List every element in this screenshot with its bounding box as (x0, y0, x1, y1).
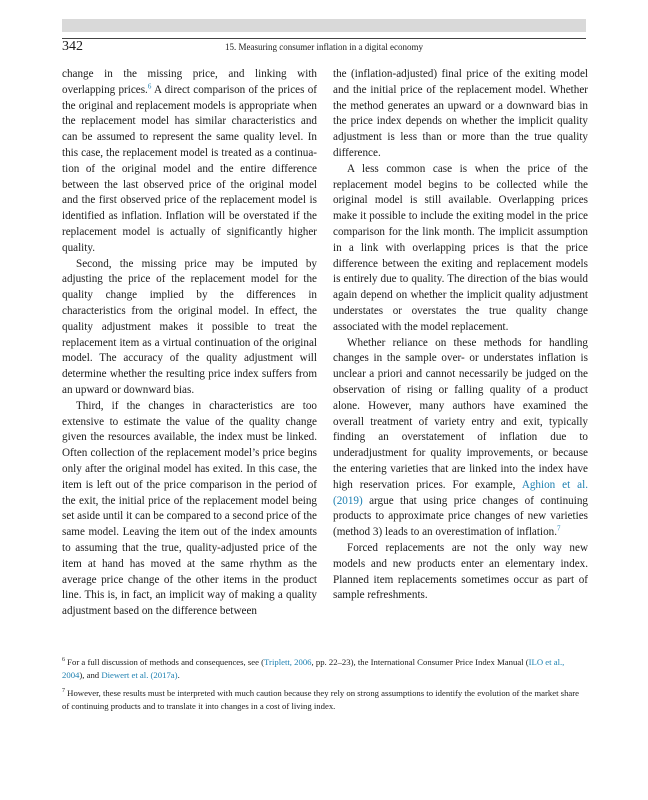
right-paragraph-4: Forced replacements are not the only way new models and new products enter an elementary index. Planned item replacements sometimes occur as part of sample refreshments. (333, 541, 588, 602)
footnote-6-text-d: . (177, 670, 180, 680)
left-paragraph-2: Second, the missing price may be imputed by adjusting the price of the replacement model for the quality change implied by the differences in characteristics from the original model. In effect, the quality adjustment makes it possible to treat the replacement item as a virtual continuation of the original model. The accuracy of the quality adjustment will determine whether the resulting price index suffers from an upward or downward bias. (62, 257, 317, 396)
left-paragraph-3: Third, if the changes in characteristics are too extensive to estimate the value of the quality change given the resources available, the index must be linked. Often collection of the replacement model’s price begins only after the original model has exited. In this case, the item is left out of the price comparison in the period of the exit, the initial price of the replacement model being set aside until it can be compared to a second price of the same model. Leaving the item out of the index amounts to assuming that the true, quality-adjusted price of the item at hand has moved at the same rhythm as the average price change of the other items in the product line. This is, in fact, an implicit way of making a quality adjustment based on the difference between (62, 399, 317, 618)
right-paragraph-1: the (inflation-adjusted) final price of the exiting model and the initial price of the replacement model. Whether the method generates an upward or a downward bias in the price index depends on whether the implicit quality adjustment is less than or more than the true quality difference. (333, 68, 588, 159)
running-head: 15. Measuring consumer inflation in a digital economy (225, 42, 423, 52)
footnote-7-text: However, these results must be interpreted with much caution because they rely on strong assumptions to identify the evolution of the market share of continuing products and to translate it into changes in a cost of living index. (62, 688, 580, 711)
left-paragraph-1 (62, 67, 317, 257)
footnote-ref-7[interactable]: 7 (557, 524, 561, 533)
right-paragraph-2: A less common case is when the price of the replacement model begins to be collected while the original model is still available. Overlapping prices make it possible to include the exiting model in the price comparison for the link month. The implicit assumption in a link with overlapping prices is that the price difference between the exiting and replacement models is entirely due to quality. The direction of the bias would again depend on whether the implicit quality adjustment understates or overstates the true quality change associated with the model replacement. (333, 162, 588, 333)
footnotes (62, 656, 586, 718)
citation-diewert-2017a[interactable]: Diewert et al. (2017a) (101, 670, 178, 680)
citation-ilo-2004[interactable]: ILO et al., 2004 (62, 657, 565, 680)
footnote-6-mark: 6 (62, 657, 65, 664)
page-number: 342 (62, 39, 83, 54)
left-column (62, 67, 317, 620)
right-p3-text-b: argue that using price changes of continuing products to approximate price changes of new varieties (method 3) leads to an overestimation of inflation. (333, 494, 588, 539)
citation-triplett-2006[interactable]: Triplett, 2006 (264, 657, 312, 667)
right-column (333, 67, 588, 604)
right-p3-text-a: Whether reliance on these methods for handling changes in the sample over- or understates inflation is unclear a priori and cannot necessarily be judged on the observation of rising or falling quality of a product alone. However, many authors have examined the overall treatment of variety entry and exit, typically finding an overstatement of inflation due to underadjustment for quality improvements, or because the entering varieties that are linked into the index have high reservation prices. For example, (333, 336, 588, 491)
header-rule (62, 38, 586, 39)
footnote-7-mark: 7 (62, 688, 65, 695)
footnote-6-text-a: For a full discussion of methods and consequences, see ( (65, 657, 265, 667)
footnote-7 (62, 687, 586, 713)
left-p1-text-a: change in the missing price, and linking with overlapping prices. (62, 68, 317, 96)
footnote-6-text-b: , pp. 22–23), the International Consumer Price Index Manual ( (311, 657, 529, 667)
footnote-6 (62, 656, 586, 682)
footnote-6-text-c: ), and (79, 670, 102, 680)
left-p1-text-b: A direct comparison of the prices of the original and replacement models is appropriate when the replacement model has similar characteristics and can be assumed to represent the same quality level. In this case, the replacement model is treated as a continuation of the original model and the entire difference between the last observed price of the original model and the first observed price of the replacement model is identified as inflation. Inflation will be overstated if the replacement model is actually of significantly higher quality. (62, 83, 317, 254)
footnote-ref-6[interactable]: 6 (147, 82, 152, 91)
right-paragraph-3 (333, 336, 588, 541)
citation-aghion-2019[interactable]: Aghion et al. (2019) (333, 478, 588, 507)
header-bar (62, 19, 586, 32)
